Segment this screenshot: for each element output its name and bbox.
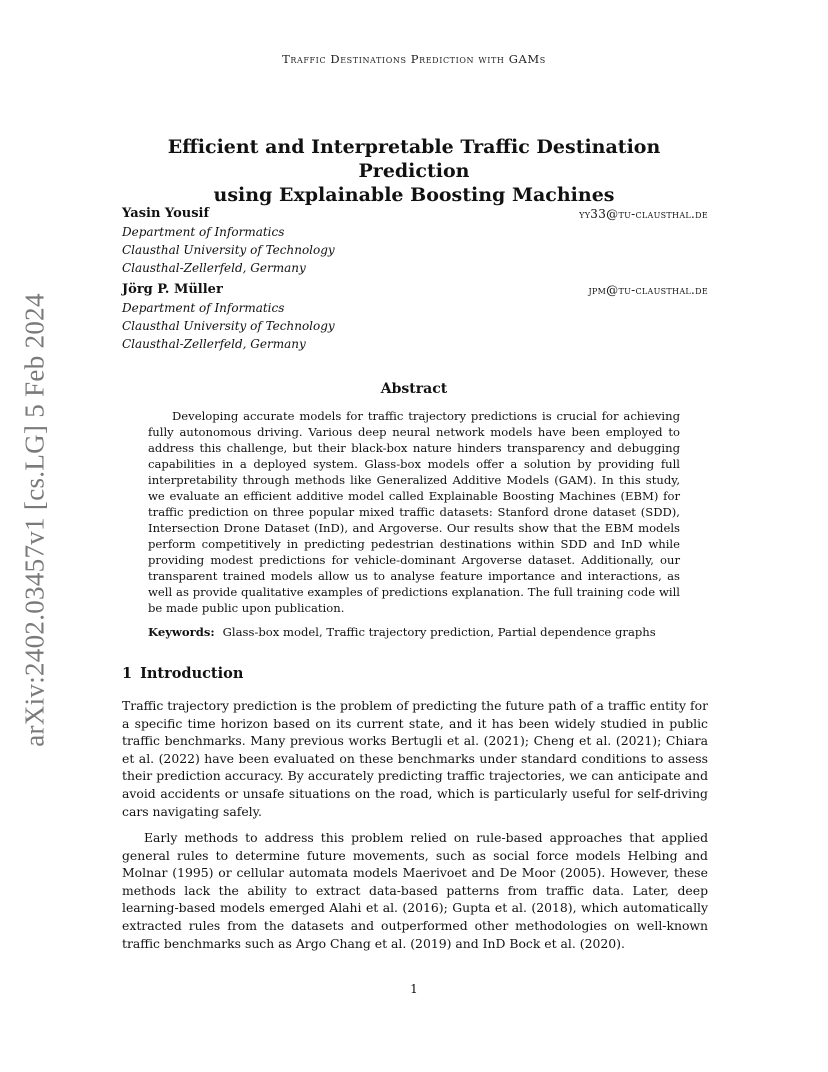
keywords bbox=[148, 624, 688, 640]
author-department: Department of Informatics bbox=[122, 301, 285, 315]
page-number: 1 bbox=[410, 982, 418, 996]
author-block-2 bbox=[122, 281, 708, 353]
author-location: Clausthal-Zellerfeld, Germany bbox=[122, 261, 306, 275]
author-location: Clausthal-Zellerfeld, Germany bbox=[122, 337, 306, 351]
author-university: Clausthal University of Technology bbox=[122, 243, 335, 257]
section-title: Introduction bbox=[140, 665, 244, 682]
paragraph-1: Traffic trajectory prediction is the problem of predicting the future path of a traffic entity for a specific time horizon based on its current state, and it has been widely studied in public traffic benchmarks. Many previous works Bertugli et al. (2021); Cheng et al. (2021); Chiara et al. (2022) have been evaluated on these benchmarks under standard conditions to assess their prediction accuracy. By accurately predicting traffic trajectories, we can anticipate and avoid accidents or unsafe situations on the road, which is particularly useful for self-driving cars navigating safely. bbox=[122, 698, 708, 819]
author-university: Clausthal University of Technology bbox=[122, 319, 335, 333]
keywords-label: Keywords: bbox=[148, 625, 215, 639]
section-heading bbox=[122, 665, 243, 682]
title-line-1: Efficient and Interpretable Traffic Destination Prediction bbox=[167, 136, 661, 182]
abstract-text: Developing accurate models for traffic trajectory predictions is crucial for achieving fully autonomous driving. Various deep neural network models have been employed to address this challenge, but their black-box nature hinders transparency and debugging capabilities in a deployed system. Glass-box models offer a solution by providing full interpretability through methods like Generalized Additive Models (GAM). In this study, we evaluate an efficient additive model called Explainable Boosting Machines (EBM) for traffic prediction on three popular mixed traffic datasets: Stanford drone dataset (SDD), Intersection Drone Dataset (InD), and Argoverse. Our results show that the EBM models perform competitively in predicting pedestrian destinations within SDD and InD while providing modest predictions for vehicle-dominant Argoverse dataset. Additionally, our transparent trained models allow us to analyse feature importance and interactions, as well as provide qualitative examples of predictions explanation. The full training code will be made public upon publication. bbox=[148, 409, 680, 615]
paragraph-2: Early methods to address this problem relied on rule-based approaches that applied general rules to determine future movements, such as social force models Helbing and Molnar (1995) or cellular automata models Maerivoet and De Moor (2005). However, these methods lack the ability to extract data-based patterns from traffic data. Later, deep learning-based models emerged Alahi et al. (2016); Gupta et al. (2018), which automatically extracted rules from the datasets and outperformed other methodologies on well-known traffic benchmarks such as Argo Chang et al. (2019) and InD Bock et al. (2020). bbox=[122, 830, 708, 951]
abstract-heading: Abstract bbox=[380, 381, 448, 397]
author-email[interactable]: yy33@tu-clausthal.de bbox=[579, 207, 708, 221]
paper-title bbox=[120, 135, 708, 207]
arxiv-identifier-text: arXiv:2402.03457v1 [cs.LG] 5 Feb 2024 bbox=[19, 293, 50, 747]
running-header: Traffic Destinations Prediction with GAMs bbox=[282, 52, 546, 66]
section-number: 1 bbox=[122, 665, 133, 682]
keywords-list: Glass-box model, Traffic trajectory prediction, Partial dependence graphs bbox=[222, 625, 656, 639]
author-email[interactable]: jpm@tu-clausthal.de bbox=[588, 283, 708, 297]
author-department: Department of Informatics bbox=[122, 225, 285, 239]
title-line-2: using Explainable Boosting Machines bbox=[213, 184, 615, 206]
author-name: Jörg P. Müller bbox=[122, 282, 223, 297]
author-name: Yasin Yousif bbox=[122, 206, 210, 221]
author-block-1 bbox=[122, 205, 708, 277]
